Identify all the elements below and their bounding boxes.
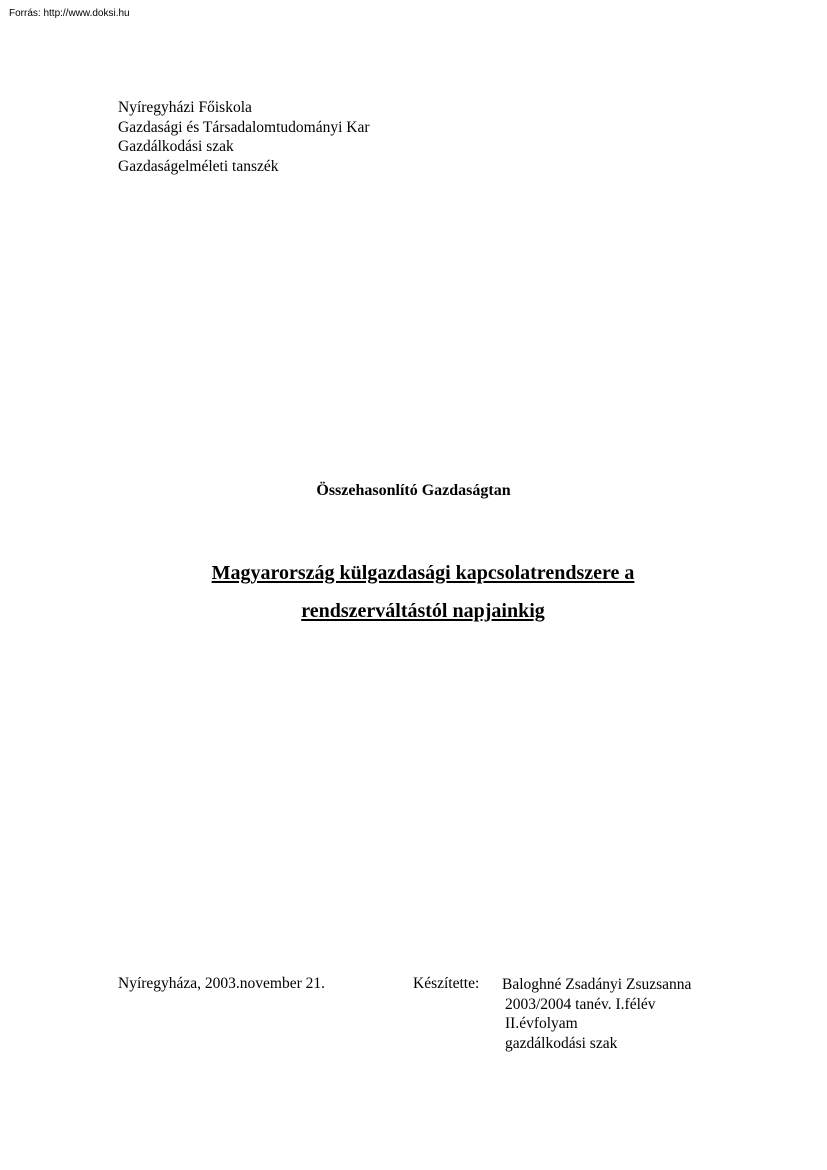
subject-heading: Összehasonlító Gazdaságtan bbox=[316, 482, 511, 499]
place-date: Nyíregyháza, 2003.november 21. bbox=[118, 975, 326, 992]
department-name: Gazdaságelméleti tanszék bbox=[118, 157, 279, 175]
year-of-study: II.évfolyam bbox=[505, 1015, 578, 1032]
faculty-name: Gazdasági és Társadalomtudományi Kar bbox=[118, 118, 370, 136]
author-major: gazdálkodási szak bbox=[505, 1034, 618, 1052]
major-name: Gazdálkodási szak bbox=[118, 138, 234, 155]
author-block bbox=[502, 975, 691, 1053]
document-title bbox=[0, 554, 827, 630]
school-name: Nyíregyházi Főiskola bbox=[118, 99, 252, 116]
author-name: Baloghné Zsadányi Zsuzsanna bbox=[502, 976, 692, 993]
institution-block bbox=[118, 98, 370, 176]
title-line-1: Magyarország külgazdasági kapcsolatrendszere a bbox=[211, 562, 635, 584]
academic-year: 2003/2004 tanév. I.félév bbox=[505, 995, 656, 1013]
source-line: Forrás: http://www.doksi.hu bbox=[9, 8, 130, 19]
title-line-2: rendszerváltástól napjainkig bbox=[301, 600, 545, 622]
made-by-label: Készítette: bbox=[413, 975, 480, 992]
